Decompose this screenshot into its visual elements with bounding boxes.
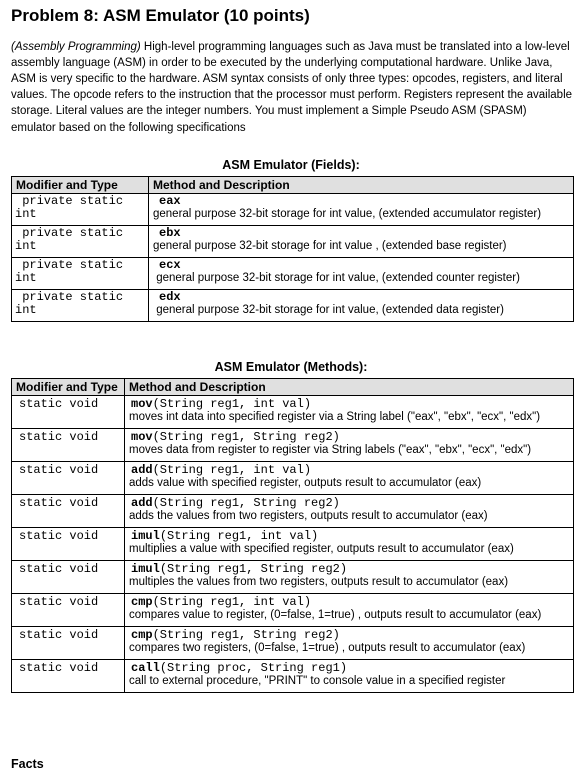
header-modifier-and-type: Modifier and Type [12,177,149,194]
method-name: mov [131,397,153,411]
intro-text: High-level programming languages such as Java must be translated into a low-level assembly language (ASM) in order to be executed by the underlying computational hardware. Unlike Java, ASM is very specific to the hardware. ASM syntax consists of only three types: opcodes, registers, and literal values. The opcode refers to the instruction that the processor must perform. Registers represent the available storage. Literal values are the integer numbers. You must implement a Simple Pseudo ASM (SPASM) emulator based on the following specifications [11,40,573,134]
method-modifier-cell [12,561,125,594]
method-signature-cell [125,429,574,462]
method-description: compares value to register, (0=false, 1=true) , outputs result to accumulator (eax) [129,609,542,621]
method-row [12,660,574,693]
method-row [12,528,574,561]
method-signature-cell [125,660,574,693]
methods-table-caption: ASM Emulator (Methods): [214,360,368,374]
field-modifier-cell [12,258,149,290]
method-name: cmp [131,595,153,609]
field-row [12,290,574,322]
field-modifier: private static int [15,194,124,221]
method-name: call [131,661,160,675]
method-row [12,627,574,660]
method-signature [131,431,569,444]
method-signature [131,596,569,609]
field-row [12,258,574,290]
method-name: cmp [131,628,153,642]
methods-header-row [12,379,574,396]
field-modifier-cell [12,290,149,322]
method-modifier-cell [12,495,125,528]
method-modifier: static void [19,496,99,510]
field-modifier: private static int [15,226,124,253]
method-modifier-cell [12,396,125,429]
method-signature [131,530,569,543]
method-name: mov [131,430,153,444]
header-method-and-description: Method and Description [149,177,574,194]
field-name: ecx [159,258,181,272]
field-name: ebx [159,226,181,240]
field-description: general purpose 32-bit storage for int value , (extended base register) [153,240,507,252]
method-params: (String reg1, int val) [159,529,319,543]
method-row [12,561,574,594]
method-signature-cell [125,462,574,495]
method-signature-cell [125,528,574,561]
method-description: moves data from register to register via String labels ("eax", "ebx", "ecx", "edx") [129,444,532,456]
method-modifier-cell [12,660,125,693]
method-params: (String reg1, int val) [152,463,312,477]
method-params: (String reg1, String reg2) [152,430,340,444]
method-description: adds the values from two registers, outputs result to accumulator (eax) [129,510,488,522]
method-row [12,462,574,495]
method-params: (String reg1, String reg2) [152,628,340,642]
field-description: general purpose 32-bit storage for int value, (extended accumulator register) [153,208,542,220]
field-modifier: private static int [15,258,124,285]
method-params: (String reg1, int val) [152,595,312,609]
method-signature-cell [125,561,574,594]
method-name: imul [131,529,160,543]
intro-paragraph [11,39,573,136]
fields-table [11,176,574,322]
field-method-cell [149,290,574,322]
method-params: (String proc, String reg1) [159,661,348,675]
method-params: (String reg1, int val) [152,397,312,411]
method-modifier: static void [19,529,99,543]
header-method-and-description: Method and Description [125,379,574,396]
field-method-cell [149,194,574,226]
method-modifier: static void [19,430,99,444]
method-params: (String reg1, String reg2) [152,496,340,510]
field-row [12,226,574,258]
fields-header-row [12,177,574,194]
method-params: (String reg1, String reg2) [159,562,348,576]
field-name: edx [159,290,181,304]
method-signature-cell [125,396,574,429]
fields-table-caption: ASM Emulator (Fields): [222,158,360,172]
method-description: compares two registers, (0=false, 1=true) , outputs result to accumulator (eax) [129,642,526,654]
method-modifier-cell [12,627,125,660]
method-name: add [131,496,153,510]
field-modifier: private static int [15,290,124,317]
method-name: imul [131,562,160,576]
field-name: eax [159,194,181,208]
method-signature [131,464,569,477]
field-row [12,194,574,226]
method-modifier-cell [12,528,125,561]
method-modifier-cell [12,429,125,462]
method-description: moves int data into specified register via a String label ("eax", "ebx", "ecx", "edx") [129,411,541,423]
header-modifier-and-type: Modifier and Type [12,379,125,396]
method-signature [131,662,569,675]
field-method-cell [149,258,574,290]
method-modifier: static void [19,397,99,411]
method-signature [131,398,569,411]
method-signature [131,629,569,642]
method-signature-cell [125,594,574,627]
method-modifier: static void [19,562,99,576]
method-signature [131,497,569,510]
method-description: multiples the values from two registers, outputs result to accumulator (eax) [129,576,509,588]
method-modifier: static void [19,595,99,609]
method-modifier-cell [12,594,125,627]
method-row [12,429,574,462]
method-signature-cell [125,627,574,660]
problem-title: Problem 8: ASM Emulator (10 points) [11,6,310,25]
method-modifier-cell [12,462,125,495]
method-row [12,594,574,627]
methods-table [11,378,574,693]
method-row [12,495,574,528]
method-name: add [131,463,153,477]
method-signature [131,563,569,576]
field-description: general purpose 32-bit storage for int value, (extended counter register) [153,272,520,284]
method-description: adds value with specified register, outputs result to accumulator (eax) [129,477,482,489]
field-description: general purpose 32-bit storage for int value, (extended data register) [153,304,504,316]
field-method-cell [149,226,574,258]
method-signature-cell [125,495,574,528]
method-description: multiplies a value with specified register, outputs result to accumulator (eax) [129,543,514,555]
field-modifier-cell [12,226,149,258]
method-row [12,396,574,429]
method-modifier: static void [19,463,99,477]
facts-heading: Facts [11,757,44,771]
field-modifier-cell [12,194,149,226]
method-modifier: static void [19,628,99,642]
method-modifier: static void [19,661,99,675]
method-description: call to external procedure, "PRINT" to console value in a specified register [129,675,506,687]
intro-italic: (Assembly Programming) [11,40,141,53]
